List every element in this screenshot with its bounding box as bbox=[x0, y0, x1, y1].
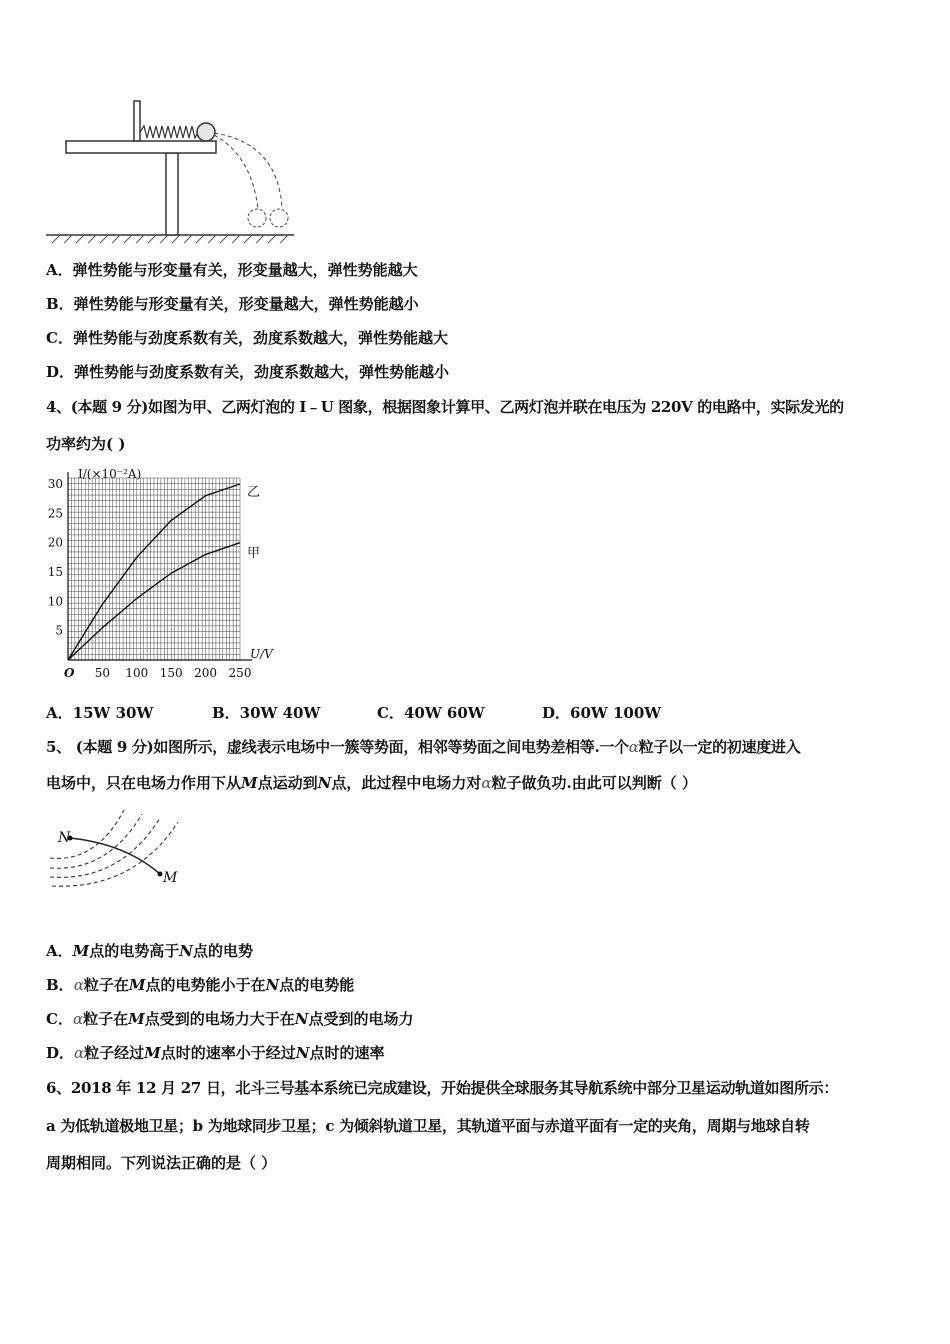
q3-option-a: A．弹性势能与形变量有关，形变量越大，弹性势能越大 bbox=[46, 261, 418, 279]
q5-option-b bbox=[46, 975, 354, 995]
x-tick-label: 250 bbox=[228, 666, 252, 680]
q5-stem-part2: 粒子以一定的初速度进入 bbox=[638, 738, 801, 756]
alpha-symbol: α bbox=[74, 1044, 85, 1062]
y-tick-label: 30 bbox=[47, 477, 63, 491]
y-tick-label: 10 bbox=[47, 594, 63, 609]
x-tick-label: 150 bbox=[159, 666, 183, 680]
point-m-symbol: M bbox=[241, 774, 258, 792]
q5-option-d bbox=[46, 1043, 385, 1063]
q3-option-c: C．弹性势能与劲度系数有关，劲度系数越大，弹性势能越大 bbox=[46, 329, 448, 347]
point-m-symbol: M bbox=[128, 976, 146, 994]
q5-line2-part3: 点，此过程中电场力对 bbox=[331, 774, 482, 792]
y-tick-label: 5 bbox=[55, 623, 63, 638]
q4-option-d: D．60W 100W bbox=[542, 704, 662, 722]
q4-stem-line2: 功率约为( ) bbox=[46, 435, 126, 453]
option-text: 点的电势能小于在 bbox=[145, 976, 266, 994]
option-text: 点的电势能 bbox=[279, 976, 355, 994]
equipotential-figure bbox=[46, 808, 186, 888]
q3-option-d: D．弹性势能与劲度系数有关，劲度系数越大，弹性势能越小 bbox=[46, 363, 450, 381]
point-n-symbol: N bbox=[295, 1044, 310, 1062]
point-n-symbol: N bbox=[294, 1010, 309, 1028]
q4-option-a: A．15W 30W bbox=[46, 704, 154, 722]
alpha-symbol: α bbox=[481, 774, 492, 792]
option-letter: B． bbox=[46, 976, 74, 994]
point-m-symbol: M bbox=[72, 942, 90, 960]
option-text: 点受到的电场力大于在 bbox=[144, 1010, 295, 1028]
x-tick-label: 200 bbox=[194, 666, 218, 680]
iu-chart bbox=[40, 462, 290, 692]
chart-legend-yi: 乙 bbox=[247, 485, 261, 500]
option-letter: D． bbox=[46, 1044, 75, 1062]
x-tick-label: 100 bbox=[125, 666, 149, 680]
point-n-symbol: N bbox=[265, 976, 280, 994]
q5-option-c bbox=[46, 1009, 413, 1029]
option-letter: A． bbox=[46, 942, 73, 960]
alpha-symbol: α bbox=[628, 738, 639, 756]
y-tick-label: 15 bbox=[47, 565, 63, 579]
q3-option-b: B．弹性势能与形变量有关，形变量越大，弹性势能越小 bbox=[46, 295, 419, 313]
q4-stem-line1: 4、(本题 9 分)如图为甲、乙两灯泡的 I﹣U 图象，根据图象计算甲、乙两灯泡并联在电压为 220V 的电路中，实际发光的 bbox=[46, 398, 844, 416]
q5-line2-part2: 点运动到 bbox=[257, 774, 318, 792]
spring-launcher-figure bbox=[46, 95, 306, 250]
q5-line2-part1: 电场中，只在电场力作用下从 bbox=[46, 774, 242, 792]
option-letter: C． bbox=[46, 1010, 73, 1028]
option-text: 点的电势高于 bbox=[89, 942, 180, 960]
q4-option-b: B．30W 40W bbox=[212, 704, 321, 722]
option-text: 粒子在 bbox=[83, 1010, 129, 1028]
chart-y-axis-label: I/(×10⁻²A) bbox=[78, 467, 142, 481]
q5-stem-line1 bbox=[46, 737, 800, 757]
q5-stem-line2 bbox=[46, 773, 697, 793]
option-text: 粒子经过 bbox=[84, 1044, 145, 1062]
alpha-symbol: α bbox=[72, 1010, 84, 1028]
option-text: 点时的速率 bbox=[309, 1044, 385, 1062]
point-m-symbol: M bbox=[128, 1010, 145, 1028]
option-text: 粒子在 bbox=[83, 976, 129, 994]
q6-stem-line2: a 为低轨道极地卫星；b 为地球同步卫星；c 为倾斜轨道卫星，其轨道平面与赤道平面有一定的夹角，周期与地球自转 bbox=[46, 1117, 810, 1135]
chart-legend-jia: 甲 bbox=[247, 546, 261, 561]
q5-line2-part4: 粒子做负功.由此可以判断（ ） bbox=[491, 774, 697, 792]
option-text: 点受到的电场力 bbox=[308, 1010, 414, 1028]
x-tick-label: 50 bbox=[94, 666, 111, 680]
figure-label-m: M bbox=[163, 870, 178, 886]
option-text: 点的电势 bbox=[192, 942, 253, 960]
q5-stem-part1: 5、 (本题 9 分)如图所示，虚线表示电场中一簇等势面，相邻等势面之间电势差相等.一个 bbox=[46, 738, 629, 756]
y-tick-label: 25 bbox=[47, 506, 63, 521]
chart-grid bbox=[68, 478, 240, 660]
chart-x-axis-label: U/V bbox=[250, 647, 273, 661]
alpha-symbol: α bbox=[73, 976, 84, 994]
figure-label-n: N bbox=[58, 830, 71, 846]
option-text: 点时的速率小于经过 bbox=[160, 1044, 296, 1062]
point-m-symbol: M bbox=[144, 1044, 161, 1062]
q6-stem-line3: 周期相同。下列说法正确的是（ ） bbox=[46, 1154, 277, 1172]
y-tick-label: 20 bbox=[47, 535, 63, 550]
chart-origin-label: O bbox=[64, 666, 75, 680]
q6-stem-line1: 6、2018 年 12 月 27 日，北斗三号基本系统已完成建设，开始提供全球服务其导航系统中部分卫星运动轨道如图所示： bbox=[46, 1079, 839, 1097]
point-n-symbol: N bbox=[317, 774, 332, 792]
point-n-symbol: N bbox=[179, 942, 193, 960]
q4-option-c: C．40W 60W bbox=[377, 704, 485, 722]
q5-option-a bbox=[46, 941, 253, 961]
